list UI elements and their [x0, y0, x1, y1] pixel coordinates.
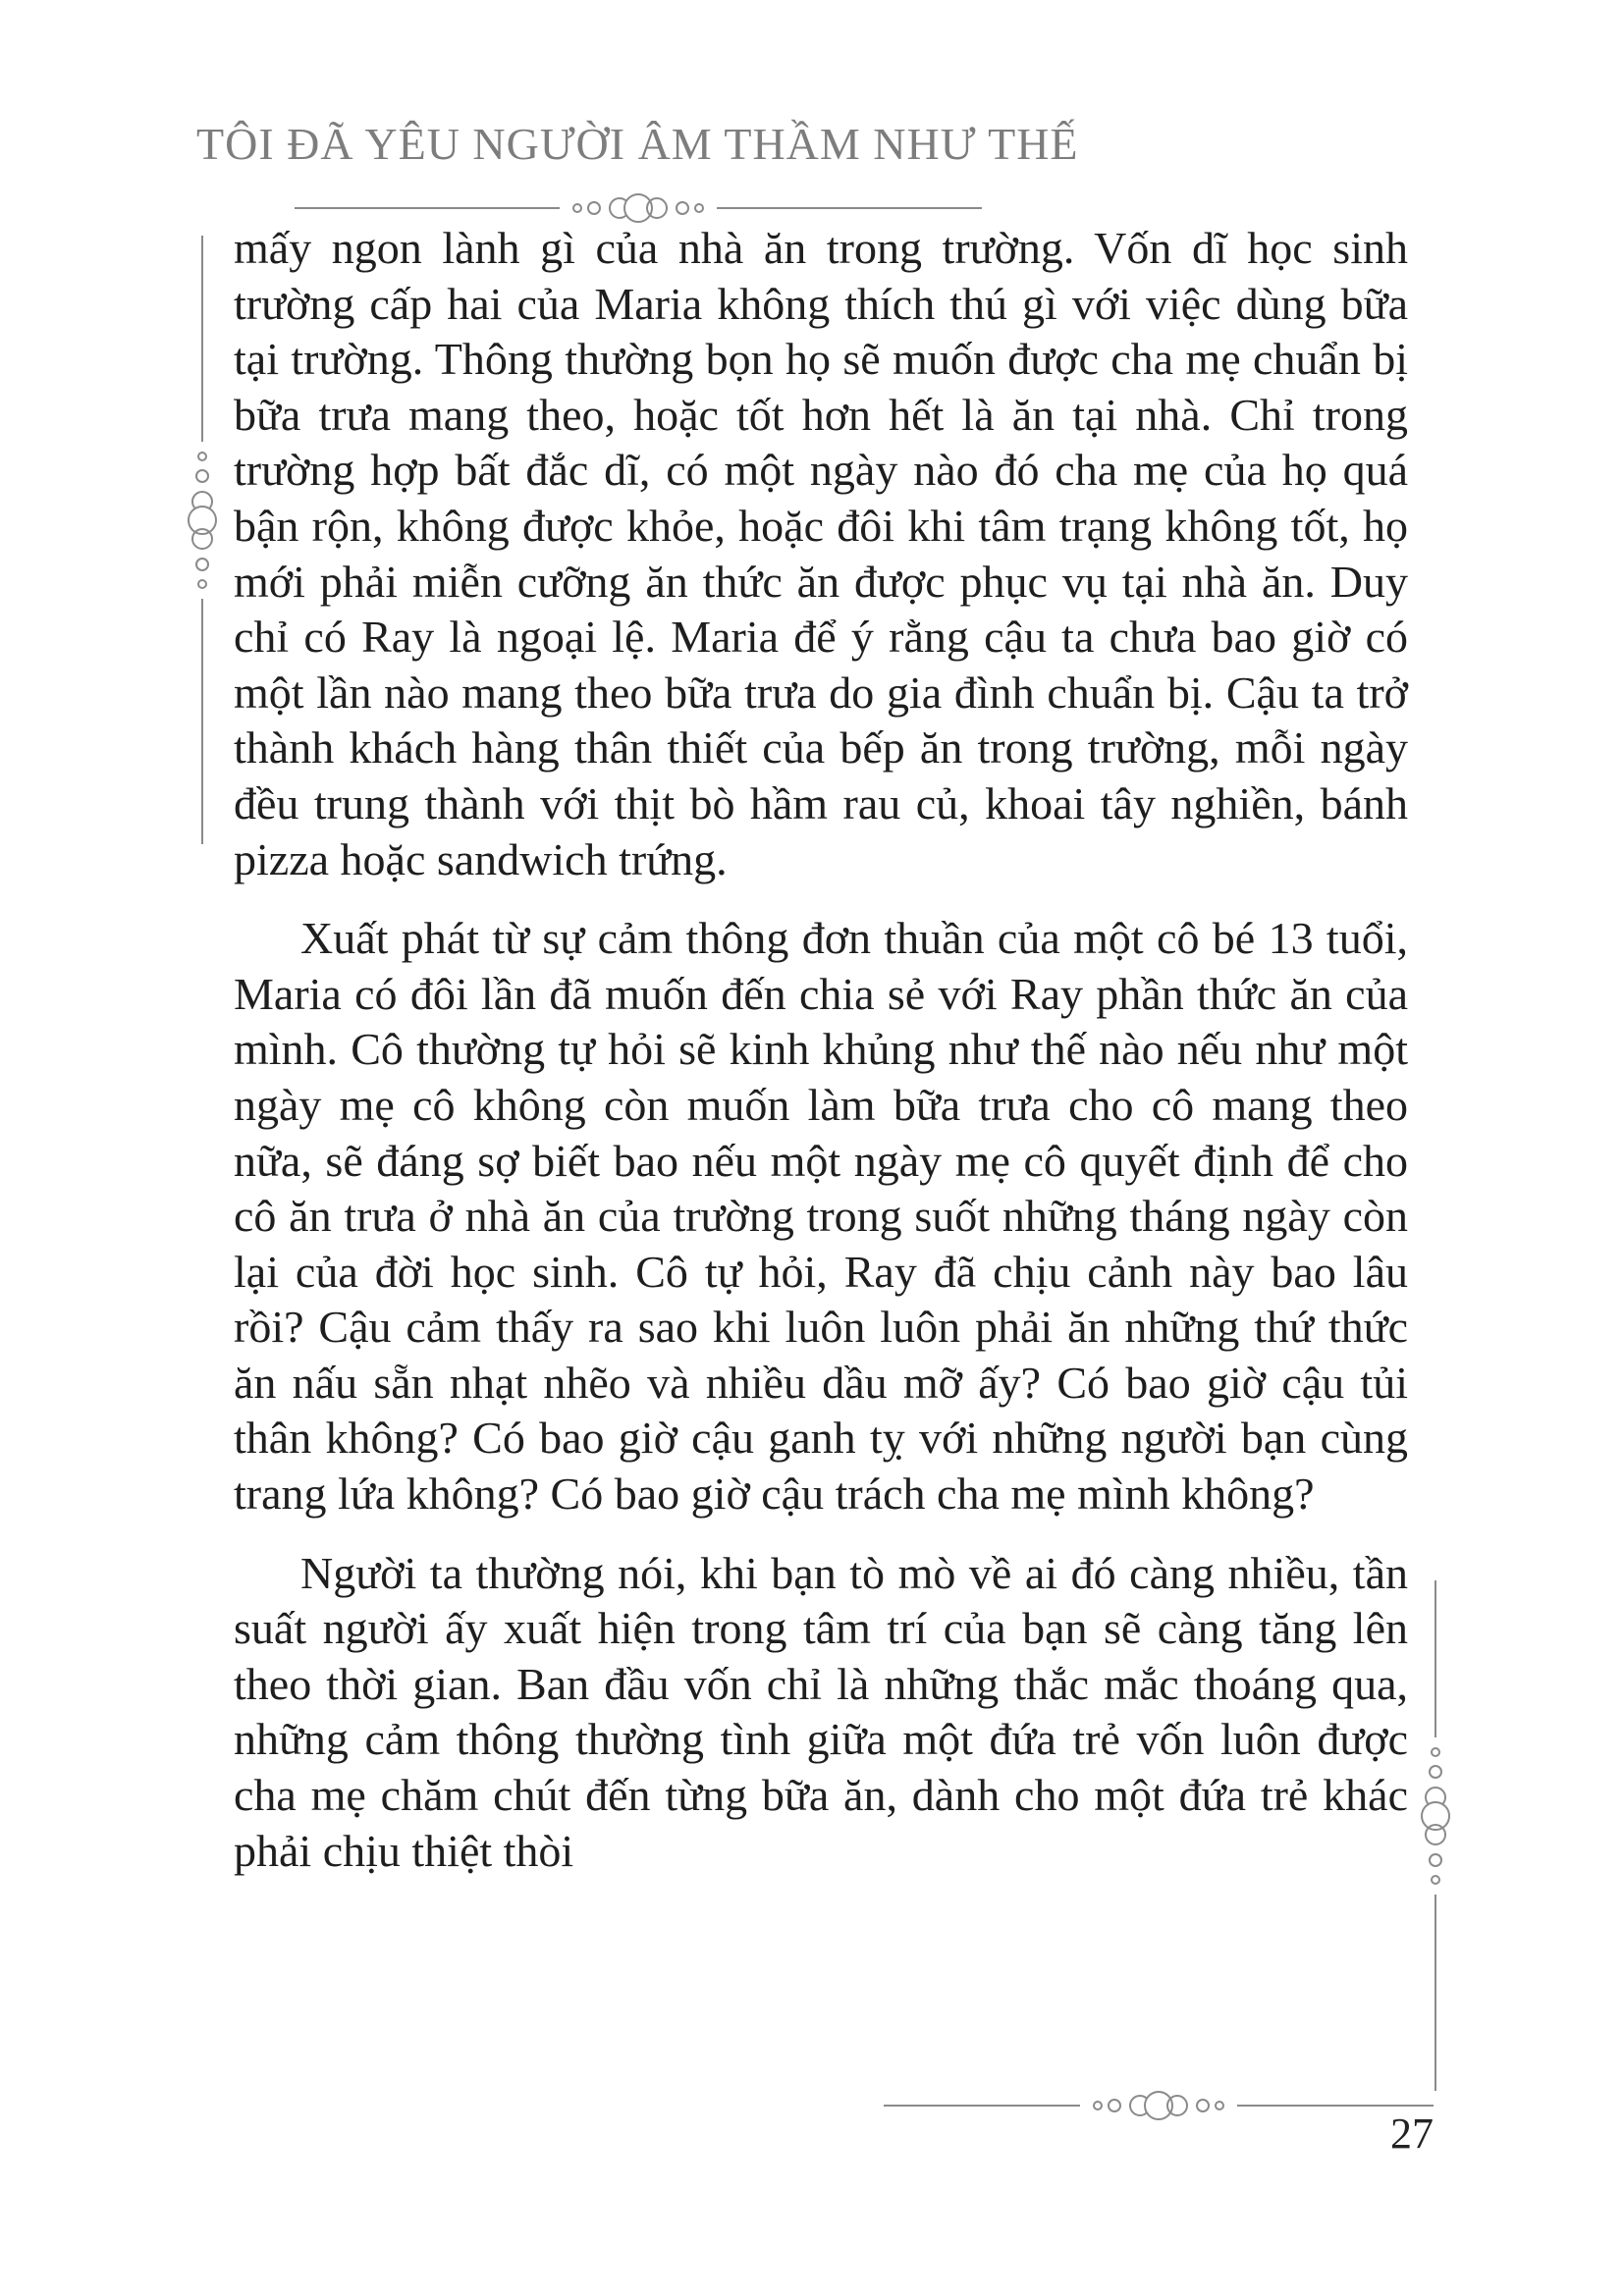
- paragraph-1: mấy ngon lành gì của nhà ăn trong trường. Vốn dĩ học sinh trường cấp hai của Maria không thích thú gì với việc dùng bữa tại trường. Thông thường bọn họ sẽ muốn được cha mẹ chuẩn bị bữa trưa mang theo, hoặc tốt hơn hết là ăn tại nhà. Chỉ trong trường hợp bất đắc dĩ, có một ngày nào đó cha mẹ của họ quá bận rộn, không được khỏe, hoặc đôi khi tâm trạng không tốt, họ mới phải miễn cưỡng ăn thức ăn được phục vụ tại nhà ăn. Duy chỉ có Ray là ngoại lệ. Maria để ý rằng cậu ta chưa bao giờ có một lần nào mang theo bữa trưa do gia đình chuẩn bị. Cậu ta trở thành khách hàng thân thiết của bếp ăn trong trường, mỗi ngày đều trung thành với thịt bò hầm rau củ, khoai tây nghiền, bánh pizza hoặc sandwich trứng.: [234, 223, 1408, 884]
- page-number: 27: [1390, 2109, 1434, 2158]
- paragraph-3: Người ta thường nói, khi bạn tò mò về ai đó càng nhiều, tần suất người ấy xuất hiện trong tâm trí của bạn sẽ càng tăng lên theo thời gian. Ban đầu vốn chỉ là những thắc mắc thoáng qua, những cảm thông thường tình giữa một đứa trẻ vốn luôn được cha mẹ chăm chút đến từng bữa ăn, dành cho một đứa trẻ khác phải chịu thiệt thòi: [234, 1547, 1408, 1876]
- running-header-title: TÔI ĐÃ YÊU NGƯỜI ÂM THẦM NHƯ THẾ: [196, 119, 1079, 169]
- body-text: [234, 221, 1408, 1902]
- left-vertical-ornament: [181, 236, 224, 844]
- bottom-divider-ornament: [884, 2084, 1434, 2127]
- paragraph-2: Xuất phát từ sự cảm thông đơn thuần của một cô bé 13 tuổi, Maria có đôi lần đã muốn đến chia sẻ với Ray phần thức ăn của mình. Cô thường tự hỏi sẽ kinh khủng như thế nào nếu như một ngày mẹ cô không còn muốn làm bữa trưa cho cô mang theo nữa, sẽ đáng sợ biết bao nếu một ngày mẹ cô quyết định để cho cô ăn trưa ở nhà ăn của trường trong suốt những tháng ngày còn lại của đời học sinh. Cô tự hỏi, Ray đã chịu cảnh này bao lâu rồi? Cậu cảm thấy ra sao khi luôn luôn phải ăn những thứ thức ăn nấu sẵn nhạt nhẽo và nhiều dầu mỡ ấy? Có bao giờ cậu tủi thân không? Có bao giờ cậu ganh tỵ với những người bạn cùng trang lứa không? Có bao giờ cậu trách cha mẹ mình không?: [234, 913, 1408, 1520]
- right-vertical-ornament: [1414, 1580, 1457, 2091]
